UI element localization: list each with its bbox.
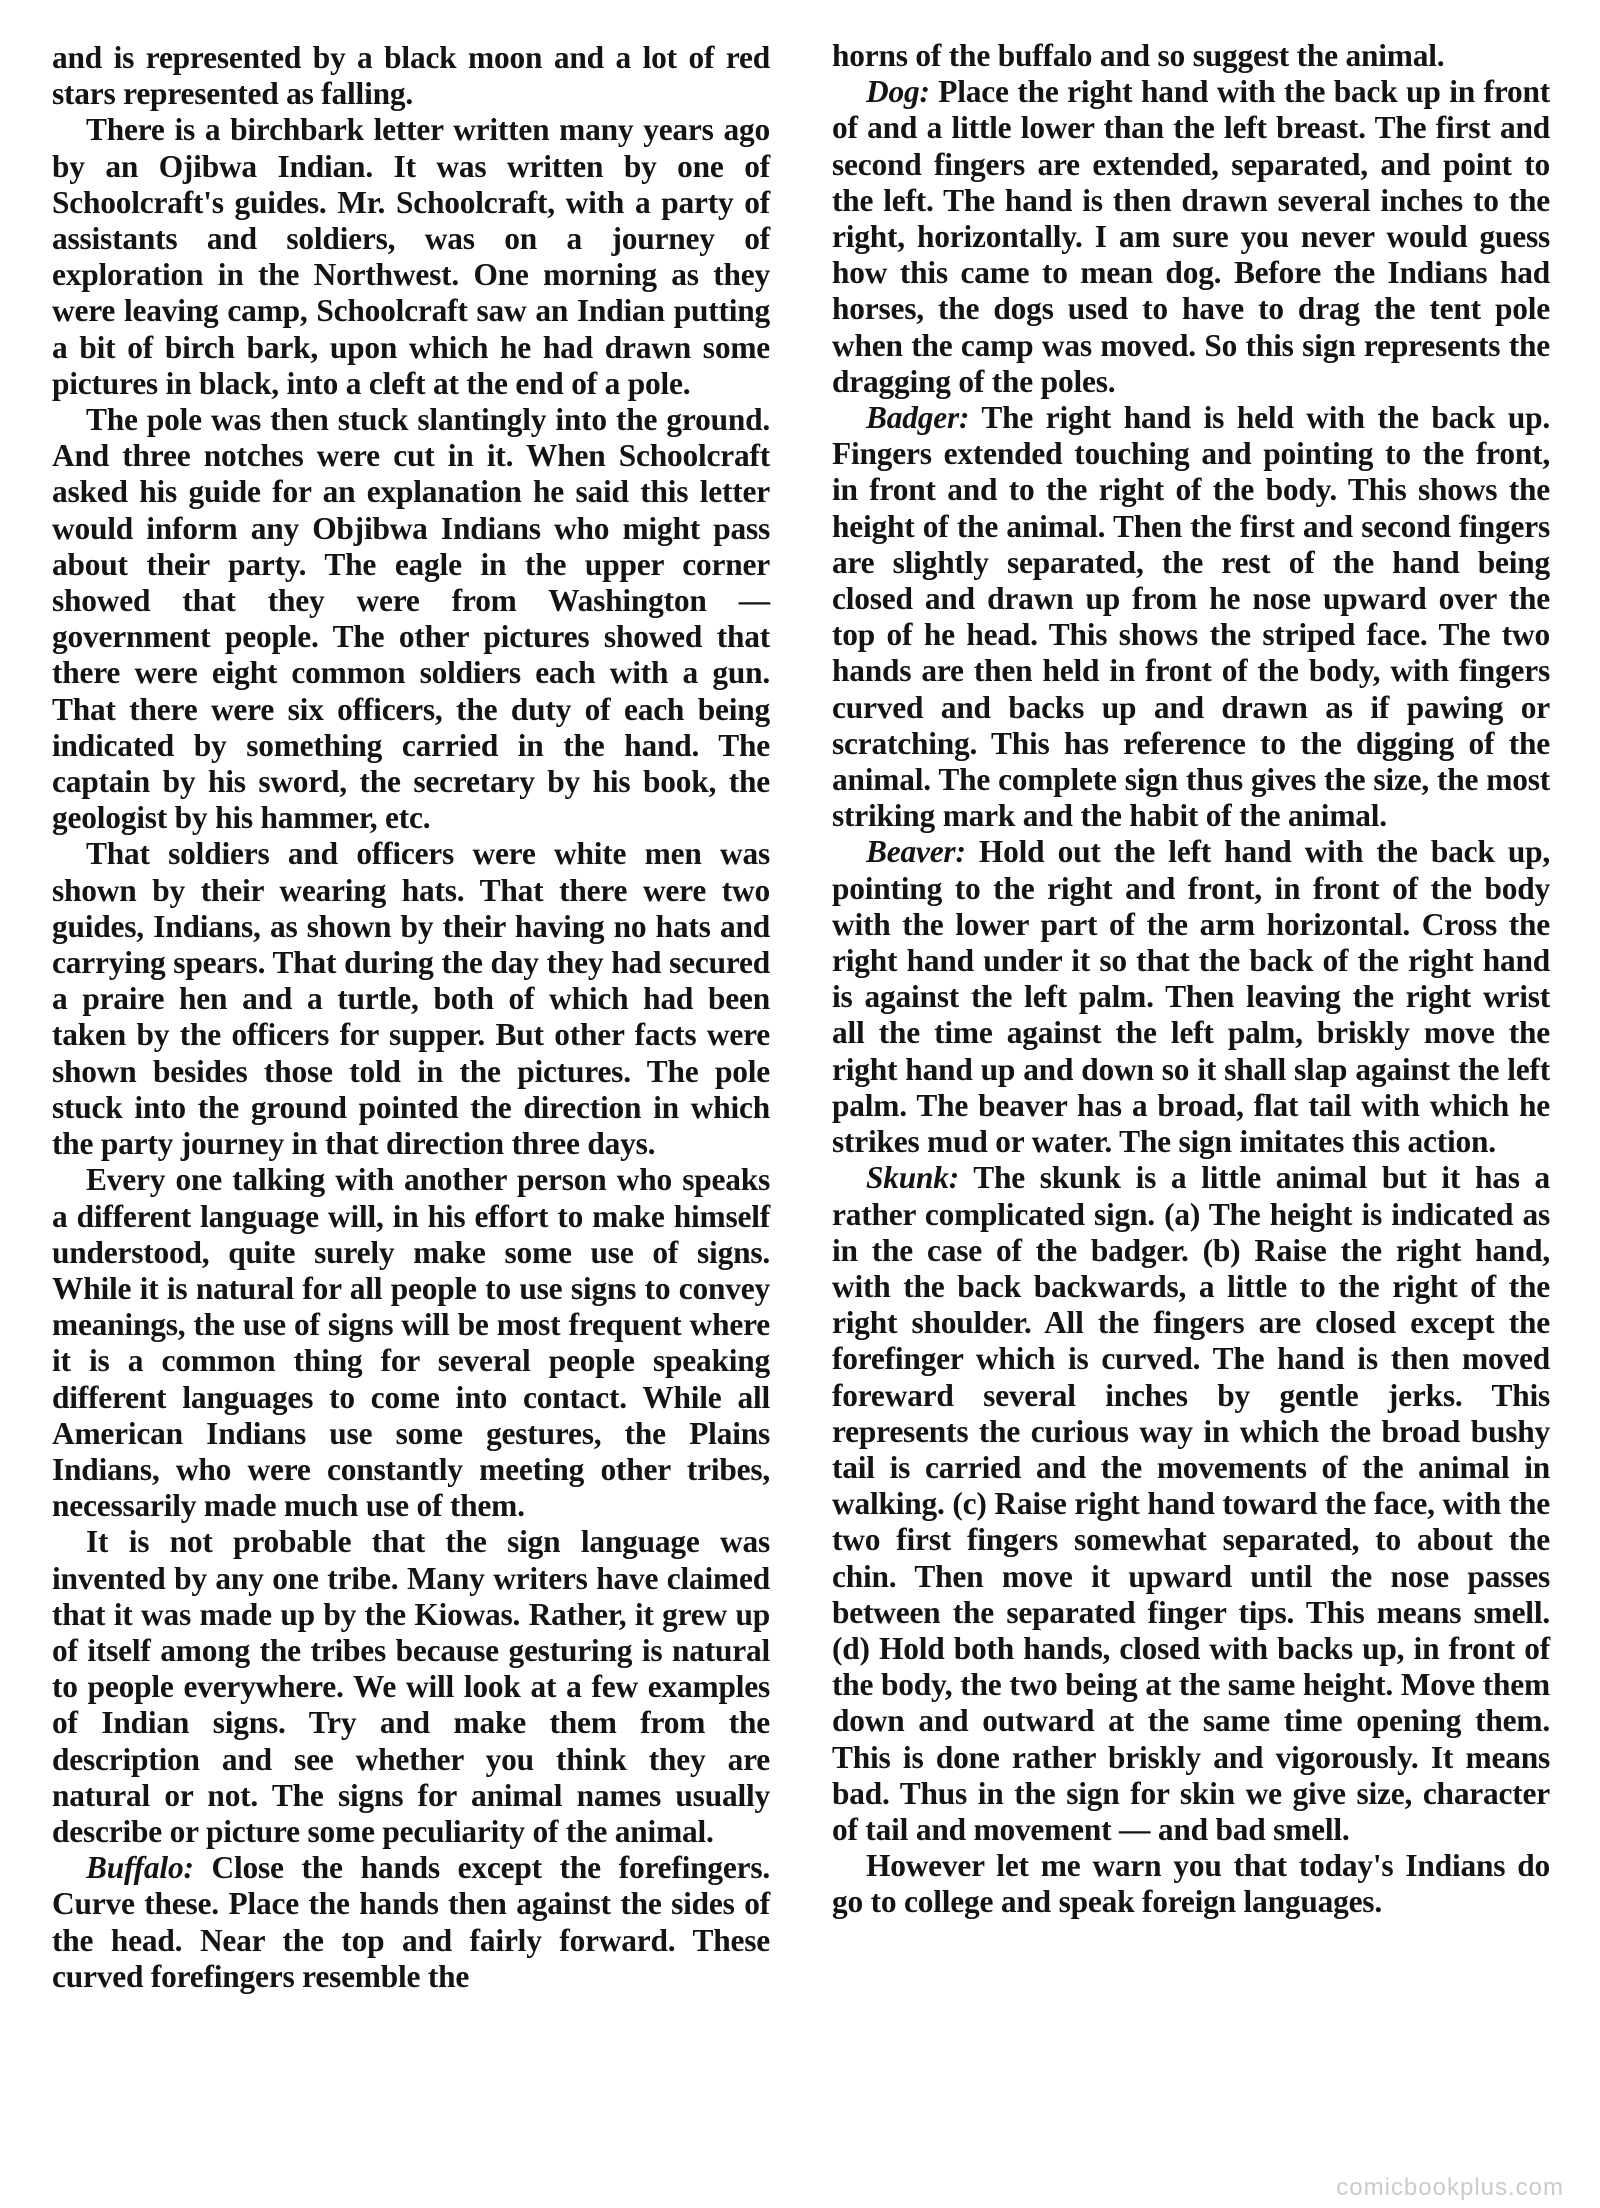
term-dog: Dog: [866,74,930,110]
term-badger: Badger: [866,400,970,436]
paragraph-beaver [832,834,1550,1160]
paragraph: That soldiers and officers were white men was shown by their wearing hats. That there were two guides, Indians, as shown by their having no hats and carrying spears. That during the day they had secured a praire hen and a turtle, both of which had been taken by the officers for supper. But other facts were shown besides those told in the pictures. The pole stuck into the ground pointed the direction in which the party journey in that direction three days. [52,836,770,1162]
watermark: comicbookplus.com [1336,2174,1564,2201]
term-buffalo: Buffalo: [86,1850,194,1886]
badger-description: The right hand is held with the back up. Fingers extended touching and pointing to the front, in front and to the right of the body. This shows the height of the animal. Then the first and second fingers are slightly separated, the rest of the hand being closed and drawn up from he nose upward over the top of he head. This shows the striped face. The two hands are then held in front of the body, with fingers curved and backs up and drawn as if pawing or scratching. This has reference to the digging of the animal. The complete sign thus gives the size, the most striking mark and the habit of the animal. [832,400,1550,834]
skunk-description: The skunk is a little animal but it has a rather complicated sign. (a) The height is indicated as in the case of the badger. (b) Raise the right hand, with the back backwards, a little to the right of the right shoulder. All the fingers are closed except the forefinger which is curved. The hand is then moved foreward several inches by gentle jerks. This represents the curious way in which the broad bushy tail is carried and the movements of the animal in walking. (c) Raise right hand toward the face, with the two first fingers somewhat separated, to about the chin. Then move it upward until the nose passes between the separated finger tips. This means smell. (d) Hold both hands, closed with backs up, in front of the body, the two being at the same height. Move them down and outward at the same time opening them. This is done rather briskly and vigorously. It means bad. Thus in the sign for skin we give size, character of tail and movement — and bad smell. [832,1160,1550,1847]
paragraph-buffalo [52,1850,770,1995]
paragraph: However let me warn you that today's Indians do go to college and speak foreign languages. [832,1848,1550,1920]
dog-description: Place the right hand with the back up in front of and a little lower than the left breast. The first and second fingers are extended, separated, and point to the left. The hand is then drawn several inches to the right, horizontally. I am sure you never would guess how this came to mean dog. Before the Indians had horses, the dogs used to have to drag the tent pole when the camp was moved. So this sign represents the dragging of the poles. [832,74,1550,399]
paragraph-dog [832,74,1550,400]
term-beaver: Beaver: [866,834,966,870]
paragraph: It is not probable that the sign language was invented by any one tribe. Many writers have claimed that it was made up by the Kiowas. Rather, it grew up of itself among the tribes because gesturing is natural to people everywhere. We will look at a few examples of Indian signs. Try and make them from the description and see whether you think they are natural or not. The signs for animal names usually describe or picture some peculiarity of the animal. [52,1524,770,1849]
paragraph: Every one talking with another person who speaks a different language will, in his effort to make himself understood, quite surely make some use of signs. While it is natural for all people to use signs to convey meanings, the use of signs will be most frequent where it is a common thing for several people speaking different languages to come into contact. While all American Indians use some gestures, the Plains Indians, who were constantly meeting other tribes, necessarily made much use of them. [52,1162,770,1524]
left-column [52,40,770,1995]
paragraph-badger [832,400,1550,834]
paragraph: and is represented by a black moon and a lot of red stars represented as falling. [52,40,770,112]
right-column [832,38,1550,1921]
beaver-description: Hold out the left hand with the back up, pointing to the right and front, in front of the body with the lower part of the arm horizontal. Cross the right hand under it so that the back of the right hand is against the left palm. Then leaving the right wrist all the time against the left palm, briskly move the right hand up and down so it shall slap against the left palm. The beaver has a broad, flat tail with which he strikes mud or water. The sign imitates this action. [832,834,1550,1160]
paragraph-skunk [832,1160,1550,1848]
term-skunk: Skunk: [866,1160,960,1196]
paragraph: There is a birchbark letter written many years ago by an Ojibwa Indian. It was written by one of Schoolcraft's guides. Mr. Schoolcraft, with a party of assistants and soldiers, was on a journey of exploration in the Northwest. One morning as they were leaving camp, Schoolcraft saw an Indian putting a bit of birch bark, upon which he had drawn some pictures in black, into a cleft at the end of a pole. [52,112,770,401]
paragraph: horns of the buffalo and so suggest the animal. [832,38,1445,73]
paragraph: The pole was then stuck slantingly into the ground. And three notches were cut in it. When Schoolcraft asked his guide for an explanation he said this letter would inform any Objibwa Indians who might pass about their party. The eagle in the upper corner showed that they were from Washington — government people. The other pictures showed that there were eight common soldiers each with a gun. That there were six officers, the duty of each being indicated by something carried in the hand. The captain by his sword, the secretary by his book, the geologist by his hammer, etc. [52,402,770,836]
buffalo-description: Close the hands except the forefingers. Curve these. Place the hands then against the sides of the head. Near the top and fairly forward. These curved forefingers resemble the [52,1850,770,1994]
